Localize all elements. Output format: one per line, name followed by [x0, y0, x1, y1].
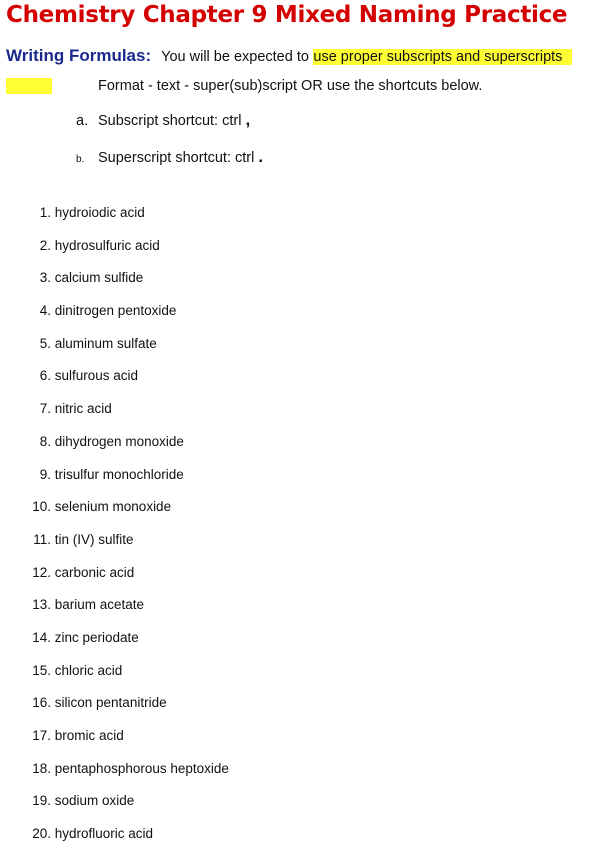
list-item	[18, 728, 229, 761]
writing-formulas-label: Writing Formulas:	[6, 46, 152, 65]
item-text: selenium monoxide	[54, 499, 172, 515]
problem-list	[18, 205, 229, 859]
item-number: 10.	[32, 499, 51, 515]
item-text: sodium oxide	[54, 793, 135, 809]
shortcut-marker: a.	[76, 113, 89, 129]
item-text: carbonic acid	[54, 564, 135, 580]
list-item	[18, 532, 229, 565]
item-text: bromic acid	[54, 728, 124, 743]
list-item	[18, 303, 229, 336]
item-text: sulfurous acid	[54, 368, 139, 384]
list-item	[18, 467, 229, 500]
list-item	[18, 270, 229, 303]
item-number: 15.	[32, 662, 51, 678]
item-text: aluminum sulfate	[54, 335, 157, 351]
item-text: zinc periodate	[54, 629, 139, 645]
item-number: 14.	[32, 629, 51, 645]
item-text: dihydrogen monoxide	[54, 433, 184, 449]
list-item	[18, 565, 229, 598]
list-item	[18, 597, 229, 630]
list-item	[18, 695, 229, 728]
item-number: 3.	[39, 270, 51, 286]
item-number: 13.	[32, 597, 51, 613]
item-text: hydrofluoric acid	[54, 826, 154, 842]
page-title: Chemistry Chapter 9 Mixed Naming Practice	[6, 2, 568, 28]
list-item	[18, 630, 229, 663]
shortcut-marker: b.	[76, 154, 85, 165]
item-number: 1.	[39, 205, 51, 220]
item-text: pentaphosphorous heptoxide	[54, 760, 229, 776]
list-item	[18, 205, 229, 238]
list-item	[18, 238, 229, 271]
item-number: 18.	[32, 760, 51, 776]
item-text: chloric acid	[54, 662, 123, 678]
item-number: 16.	[32, 695, 51, 711]
item-number: 6.	[39, 368, 51, 384]
item-number: 8.	[39, 433, 51, 449]
item-number: 2.	[39, 237, 51, 253]
list-item	[18, 336, 229, 369]
item-text: barium acetate	[54, 597, 145, 613]
item-text: hydroiodic acid	[54, 205, 145, 220]
item-number: 19.	[32, 793, 51, 809]
list-item	[18, 368, 229, 401]
item-number: 4.	[39, 303, 51, 319]
item-number: 5.	[39, 335, 51, 351]
item-text: trisulfur monochloride	[54, 466, 184, 482]
list-item	[18, 793, 229, 826]
highlight-block	[6, 78, 52, 94]
shortcut-key: ,	[245, 110, 251, 129]
item-text: silicon pentanitride	[54, 695, 167, 711]
highlighted-instruction: use proper subscripts and superscripts	[313, 49, 572, 65]
item-number: 20.	[32, 826, 51, 842]
item-text: tin (IV) sulfite	[54, 531, 134, 547]
item-text: dinitrogen pentoxide	[54, 303, 177, 319]
item-text: nitric acid	[54, 401, 112, 417]
list-item	[18, 663, 229, 696]
writing-formulas-line	[6, 46, 572, 66]
item-number: 12.	[32, 564, 51, 580]
shortcut-key: .	[258, 147, 264, 166]
writing-formulas-intro: You will be expected to	[161, 49, 309, 65]
format-instructions: Format - text - super(sub)script OR use the shortcuts below.	[98, 78, 483, 94]
list-item	[18, 401, 229, 434]
shortcut-label: Subscript shortcut: ctrl	[98, 113, 242, 129]
item-number: 17.	[32, 728, 51, 743]
item-text: calcium sulfide	[54, 270, 144, 286]
list-item	[18, 434, 229, 467]
item-number: 11.	[33, 531, 51, 547]
subscript-shortcut	[76, 110, 250, 130]
list-item	[18, 761, 229, 794]
shortcut-label: Superscript shortcut: ctrl	[98, 150, 255, 166]
superscript-shortcut	[76, 147, 263, 167]
item-number: 9.	[39, 466, 51, 482]
list-item	[18, 826, 229, 859]
list-item	[18, 499, 229, 532]
item-text: hydrosulfuric acid	[54, 237, 160, 253]
item-number: 7.	[39, 401, 51, 417]
